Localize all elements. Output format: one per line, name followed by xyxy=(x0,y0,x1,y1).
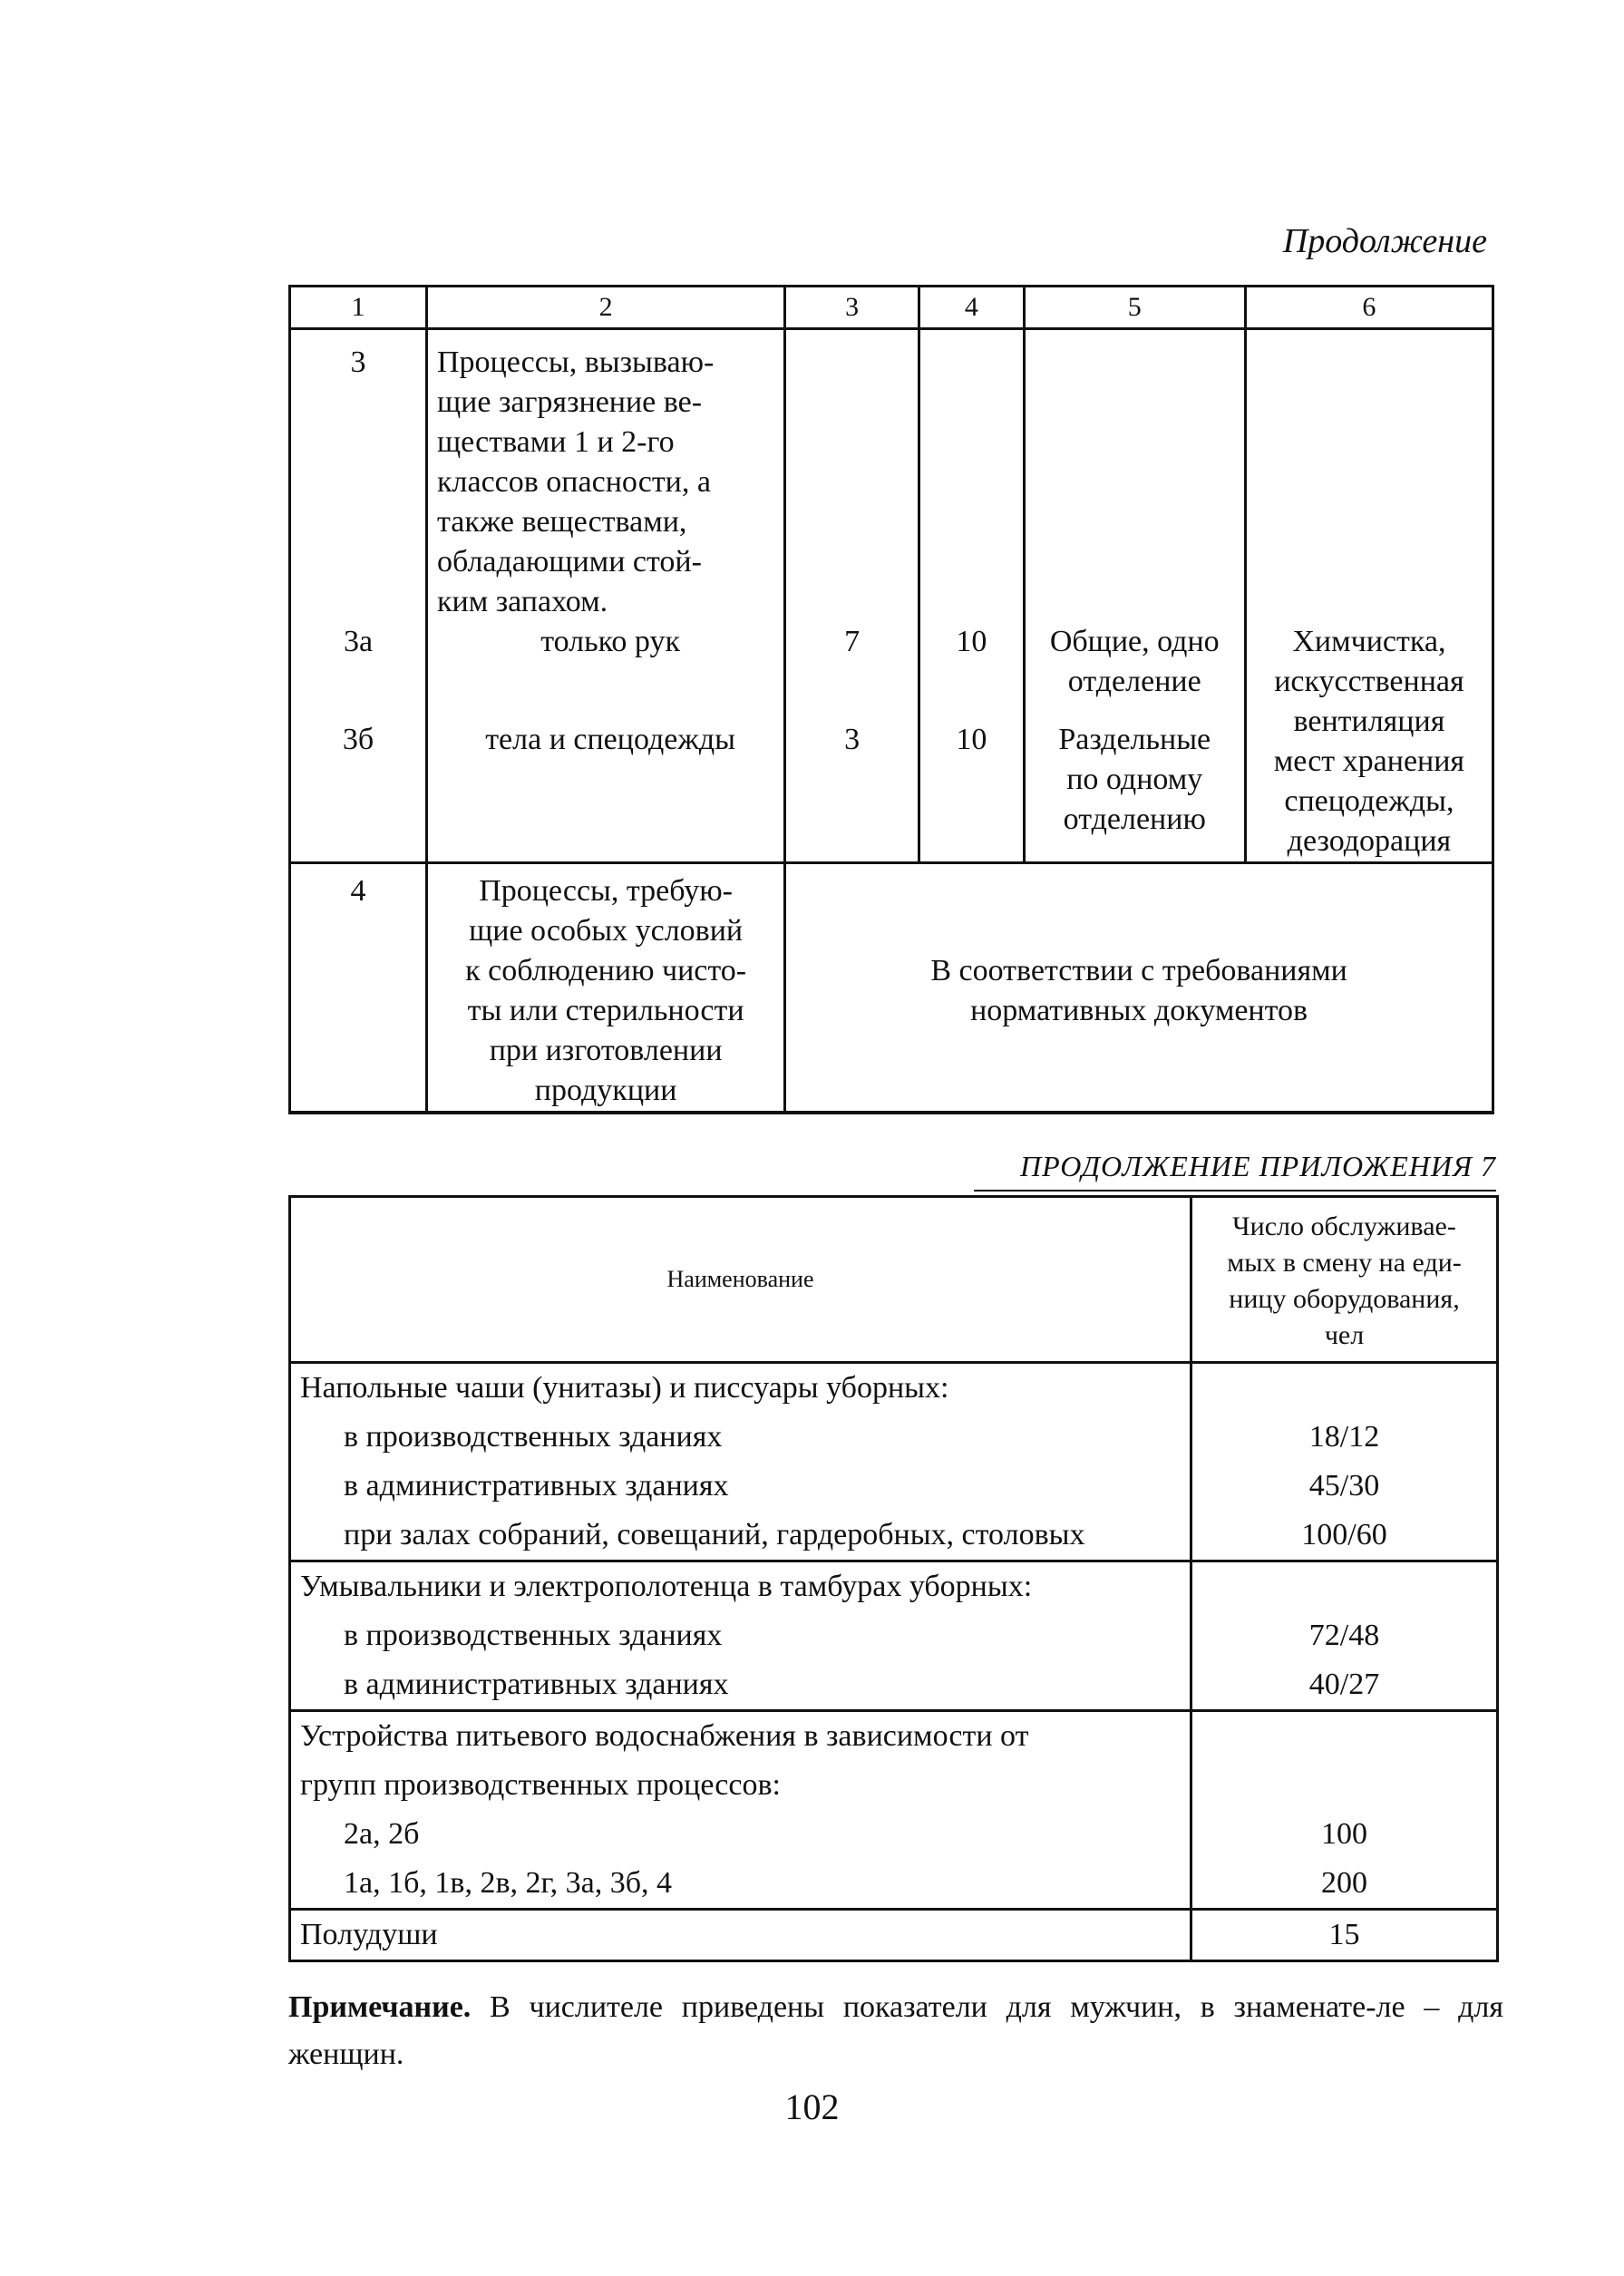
table-row xyxy=(290,1859,1498,1910)
table-row xyxy=(290,1611,1498,1660)
footnote-text: В числителе приведены показатели для мужчин, в знаменате-ле – для женщин. xyxy=(288,1990,1503,2071)
subgroup-col3-value: 3 xyxy=(844,723,861,756)
row-label: Полудуши xyxy=(290,1910,1191,1961)
row-value: 18/12 xyxy=(1191,1413,1498,1462)
group-number-cell xyxy=(290,329,427,863)
table-equipment-norms xyxy=(288,1195,1499,1962)
table-row xyxy=(290,1810,1498,1859)
row-value: 15 xyxy=(1191,1910,1498,1961)
header-value-line: ницу оборудования, xyxy=(1229,1284,1460,1314)
row-label: при залах собраний, совещаний, гардеробных, столовых xyxy=(290,1511,1191,1561)
footnote xyxy=(288,1984,1503,2078)
table-row xyxy=(290,1462,1498,1511)
group-title-line: Процессы, вызываю- xyxy=(437,345,715,379)
merged-line: В соответствии с требованиями xyxy=(930,954,1347,987)
group-title-row xyxy=(290,1761,1498,1810)
group-title: Устройства питьевого водоснабжения в зависимости от xyxy=(290,1711,1191,1762)
group-title-line: ты или стерильности xyxy=(467,994,744,1027)
group-name-cell xyxy=(427,863,785,1114)
subgroup-number: 3а xyxy=(343,625,374,658)
group-title-line: к соблюдению чисто- xyxy=(465,954,747,987)
table-header-row xyxy=(290,287,1493,329)
header-col-4: 4 xyxy=(919,287,1025,329)
merged-requirements-cell xyxy=(785,863,1493,1114)
header-name: Наименование xyxy=(290,1197,1191,1363)
row-value: 45/30 xyxy=(1191,1462,1498,1511)
col5-line: отделению xyxy=(1063,802,1206,836)
group-title-line: также веществами, xyxy=(437,505,687,539)
table-header-row xyxy=(290,1197,1498,1363)
subgroup-col4-value: 10 xyxy=(956,723,987,756)
col5-line: по одному xyxy=(1066,763,1203,796)
col4-cell xyxy=(919,329,1025,863)
subgroup-number: 3б xyxy=(342,723,374,756)
row-value: 200 xyxy=(1191,1859,1498,1910)
subgroup-name: только рук xyxy=(540,625,680,658)
subgroup-col3-value: 7 xyxy=(844,625,861,658)
group-name-cell xyxy=(427,329,785,863)
row-value: 40/27 xyxy=(1191,1660,1498,1711)
group-title-line: при изготовлении xyxy=(489,1034,723,1067)
group-number: 4 xyxy=(290,863,427,1114)
row-label: 2а, 2б xyxy=(290,1810,1191,1859)
group-number: 3 xyxy=(350,345,366,379)
header-value xyxy=(1191,1197,1498,1363)
col6-line: вентиляция xyxy=(1293,705,1445,738)
group-title-row xyxy=(290,1711,1498,1762)
group-title-row xyxy=(290,1561,1498,1612)
merged-line: нормативных документов xyxy=(970,994,1308,1027)
row-label: в административных зданиях xyxy=(290,1660,1191,1711)
page-number: 102 xyxy=(784,2086,840,2127)
group-title-line: классов опасности, а xyxy=(437,465,711,499)
col5-cell xyxy=(1024,329,1245,863)
col5-line: Раздельные xyxy=(1058,723,1211,756)
table-row xyxy=(290,1910,1498,1961)
row-label: в административных зданиях xyxy=(290,1462,1191,1511)
col6-line: искусственная xyxy=(1274,665,1464,698)
header-value-line: мых в смену на еди- xyxy=(1227,1248,1462,1278)
subgroup-name: тела и спецодежды xyxy=(485,723,736,756)
group-title-line: продукции xyxy=(534,1074,677,1107)
header-col-2: 2 xyxy=(427,287,785,329)
col5-line: Общие, одно xyxy=(1049,625,1220,658)
col3-cell xyxy=(785,329,919,863)
header-col-1: 1 xyxy=(290,287,427,329)
header-value-line: Число обслуживае- xyxy=(1232,1211,1456,1241)
appendix-continuation-label: ПРОДОЛЖЕНИЕ ПРИЛОЖЕНИЯ 7 xyxy=(1020,1150,1496,1182)
group-title-line: ким запахом. xyxy=(437,585,608,618)
row-value: 72/48 xyxy=(1191,1611,1498,1660)
row-value: 100/60 xyxy=(1191,1511,1498,1561)
header-col-6: 6 xyxy=(1245,287,1493,329)
group-title: Умывальники и электрополотенца в тамбурах уборных: xyxy=(290,1561,1191,1612)
group-title-line: обладающими стой- xyxy=(437,545,702,579)
group-title-line: Процессы, требую- xyxy=(479,874,733,908)
subgroup-col4-value: 10 xyxy=(956,625,987,658)
row-label: в производственных зданиях xyxy=(290,1413,1191,1462)
group-title: Напольные чаши (унитазы) и писсуары уборных: xyxy=(290,1363,1191,1414)
table-row xyxy=(290,1660,1498,1711)
table-row-group-3 xyxy=(290,329,1493,863)
footnote-label: Примечание. xyxy=(288,1990,472,2024)
table-row-group-4 xyxy=(290,863,1493,1114)
row-label: 1а, 1б, 1в, 2в, 2г, 3а, 3б, 4 xyxy=(290,1859,1191,1910)
row-label: в производственных зданиях xyxy=(290,1611,1191,1660)
group-title-line: щие особых условий xyxy=(469,914,744,948)
col6-cell xyxy=(1245,329,1493,863)
group-title-row xyxy=(290,1363,1498,1414)
header-value-line: чел xyxy=(1324,1320,1365,1350)
col6-line: спецодежды, xyxy=(1284,784,1454,818)
group-title-line: щие загрязнение ве- xyxy=(437,385,703,419)
col6-line: Химчистка, xyxy=(1292,625,1446,658)
col6-line: мест хранения xyxy=(1273,744,1465,778)
group-title-line: ществами 1 и 2-го xyxy=(437,425,675,459)
table-row xyxy=(290,1511,1498,1561)
appendix-label-underline xyxy=(974,1190,1496,1191)
col6-line: дезодорация xyxy=(1287,824,1452,858)
continuation-label: Продолжение xyxy=(1282,222,1487,260)
header-col-3: 3 xyxy=(785,287,919,329)
group-title: групп производственных процессов: xyxy=(290,1761,1191,1810)
col5-line: отделение xyxy=(1067,665,1201,698)
table-row xyxy=(290,1413,1498,1462)
header-col-5: 5 xyxy=(1024,287,1245,329)
table-hygiene-groups xyxy=(288,285,1494,1114)
row-value: 100 xyxy=(1191,1810,1498,1859)
